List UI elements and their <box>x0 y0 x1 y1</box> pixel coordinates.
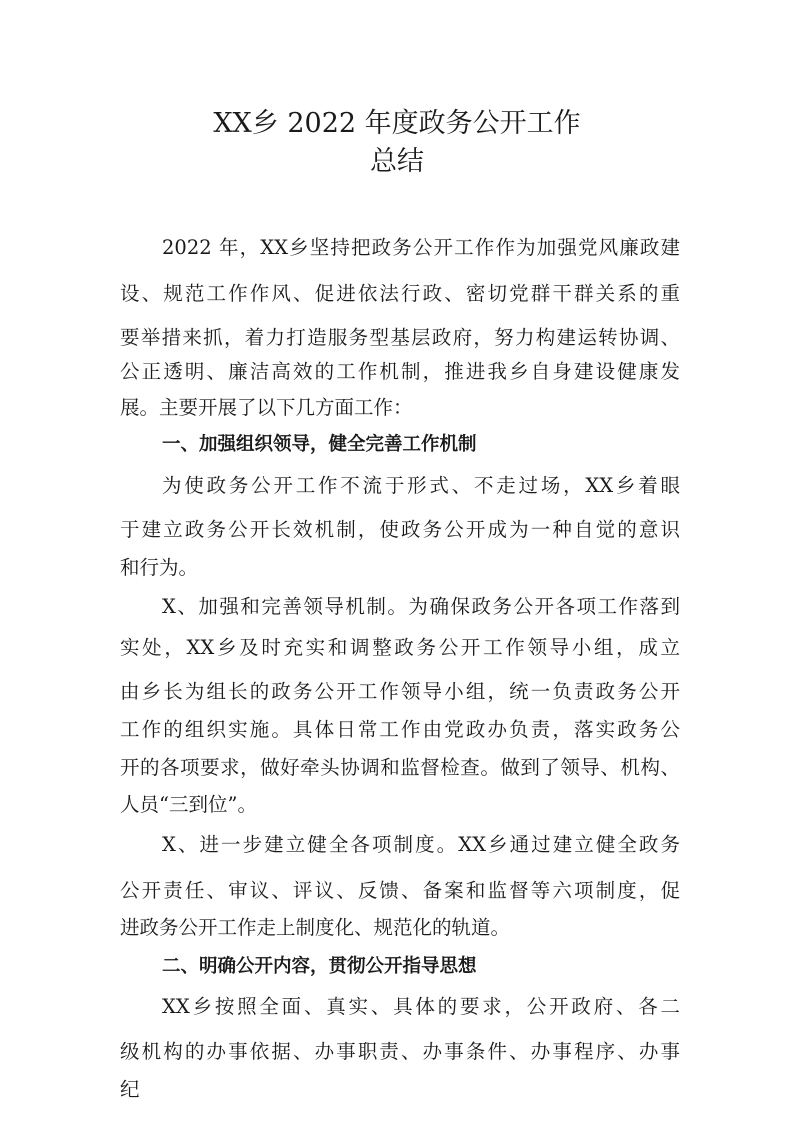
paragraph-line: 级机构的办事依据、办事职责、办事条件、办事程序、办事 <box>120 1040 680 1063</box>
paragraph-line: 进政务公开工作走上制度化、规范化的轨道。 <box>120 916 511 939</box>
paragraph-line: 实处，XX乡及时充实和调整政务公开工作领导小组，成立 <box>120 636 680 659</box>
paragraph-line: 公开责任、审议、评议、反馈、备案和监督等六项制度，促 <box>120 879 680 902</box>
document-title-line2: 总结 <box>370 146 424 177</box>
document-title-line1: XX乡 2022 年度政务公开工作 <box>213 108 581 139</box>
paragraph-line: 纪 <box>120 1078 140 1101</box>
paragraph-line: XX乡按照全面、真实、具体的要求，公开政府、各二 <box>162 995 680 1018</box>
paragraph-line: 人员“三到位”。 <box>120 793 257 816</box>
paragraph-line: 开的各项要求，做好牵头协调和监督检查。做到了领导、机构、 <box>120 756 680 779</box>
paragraph-line: 展。主要开展了以下几方面工作： <box>120 396 413 419</box>
paragraph-line: 为使政务公开工作不流于形式、不走过场，XX乡着眼 <box>162 474 680 497</box>
paragraph-line: 和行为。 <box>120 556 199 579</box>
paragraph-line: 要举措来抓，着力打造服务型基层政府，努力构建运转协调、 <box>120 326 680 349</box>
paragraph-line: X、加强和完善领导机制。为确保政务公开各项工作落到 <box>162 595 680 618</box>
paragraph-line: 公正透明、廉洁高效的工作机制，推进我乡自身建设健康发 <box>120 360 680 383</box>
section-heading-2: 二、明确公开内容，贯彻公开指导思想 <box>162 956 477 977</box>
paragraph-line: 工作的组织实施。具体日常工作由党政办负责，落实政务公 <box>120 718 680 741</box>
paragraph-line: 于建立政务公开长效机制，使政务公开成为一种自觉的意识 <box>120 518 680 541</box>
paragraph-line: 设、规范工作作风、促进依法行政、密切党群干群关系的重 <box>120 282 680 305</box>
section-heading-1: 一、加强组织领导，健全完善工作机制 <box>162 434 477 455</box>
paragraph-line: X、进一步建立健全各项制度。XX乡通过建立健全政务 <box>162 833 680 856</box>
paragraph-line: 2022 年，XX乡坚持把政务公开工作作为加强党风廉政建 <box>162 236 680 259</box>
paragraph-line: 由乡长为组长的政务公开工作领导小组，统一负责政务公开 <box>120 680 680 703</box>
